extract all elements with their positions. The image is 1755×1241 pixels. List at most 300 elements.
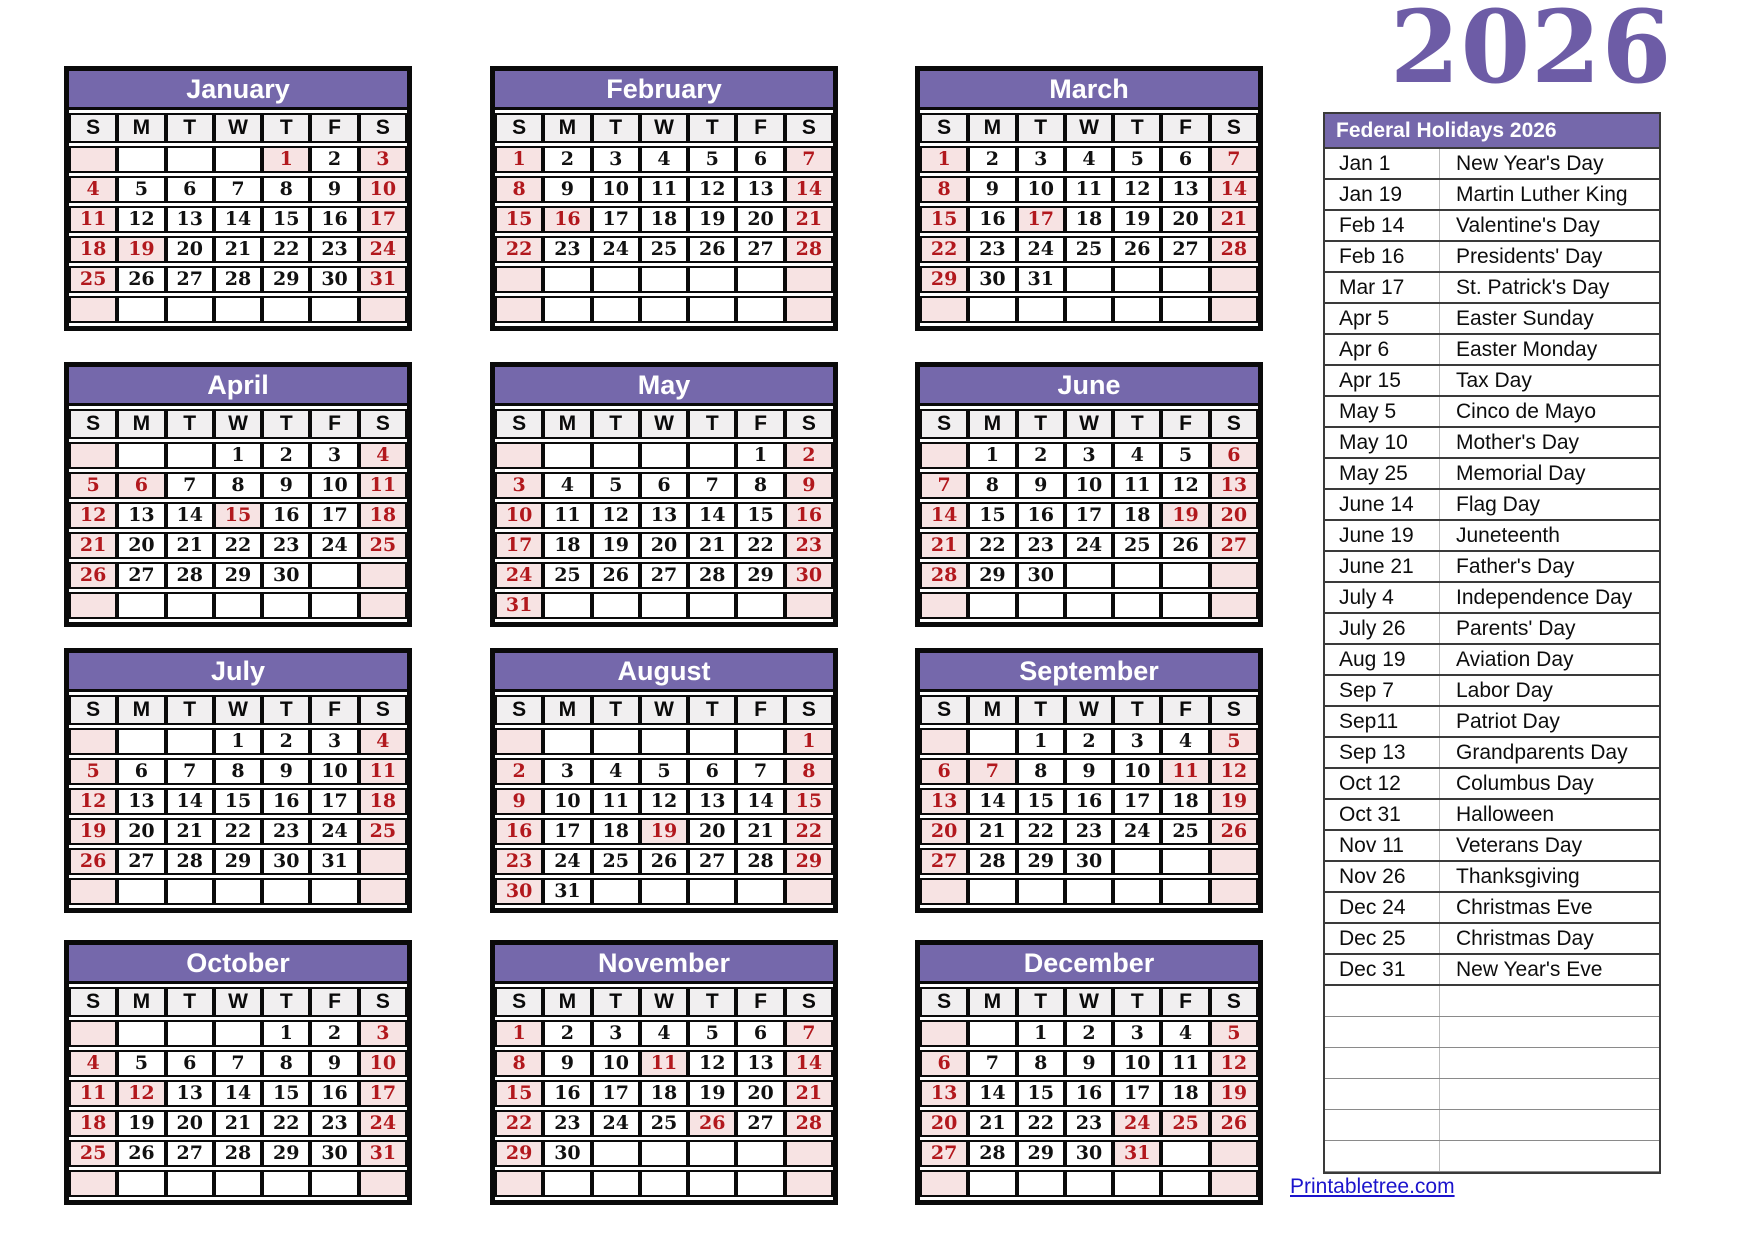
day-cell: 31 — [495, 592, 543, 619]
holiday-row — [1325, 180, 1659, 211]
day-cell: 22 — [495, 236, 543, 263]
empty-day-cell — [640, 442, 688, 469]
day-cell: 10 — [359, 1050, 407, 1077]
day-cell: 23 — [968, 236, 1016, 263]
empty-day-cell — [688, 442, 736, 469]
day-header: W — [1065, 695, 1113, 725]
day-cell: 4 — [69, 176, 117, 203]
day-header: F — [1161, 113, 1209, 143]
holiday-name: Aviation Day — [1439, 645, 1659, 674]
holiday-name: Independence Day — [1439, 583, 1659, 612]
day-cell: 4 — [359, 442, 407, 469]
day-header: F — [310, 695, 358, 725]
day-cell: 12 — [69, 502, 117, 529]
day-header: T — [688, 695, 736, 725]
holiday-name: Columbus Day — [1439, 769, 1659, 798]
day-cell: 23 — [543, 1110, 591, 1137]
empty-day-cell — [968, 1170, 1016, 1197]
day-cell: 30 — [495, 878, 543, 905]
month-title: May — [495, 367, 833, 406]
day-header: T — [166, 409, 214, 439]
day-cell: 14 — [785, 176, 833, 203]
empty-day-cell — [920, 878, 968, 905]
day-cell: 15 — [785, 788, 833, 815]
week-row — [920, 296, 1258, 323]
empty-day-cell — [592, 266, 640, 293]
holiday-date: Nov 26 — [1339, 864, 1406, 888]
holiday-date: Jan 1 — [1339, 151, 1391, 175]
holiday-name: Easter Monday — [1439, 335, 1659, 364]
day-cell: 17 — [310, 502, 358, 529]
holiday-date: Jan 19 — [1339, 182, 1403, 206]
empty-day-cell — [166, 296, 214, 323]
day-header: S — [359, 113, 407, 143]
day-header: M — [117, 695, 165, 725]
day-cell: 12 — [117, 206, 165, 233]
day-cell: 7 — [968, 1050, 1016, 1077]
day-header-row — [69, 695, 407, 725]
day-cell: 8 — [1017, 1050, 1065, 1077]
day-cell: 8 — [262, 1050, 310, 1077]
empty-day-cell — [1065, 562, 1113, 589]
day-cell: 20 — [117, 818, 165, 845]
week-row — [69, 818, 407, 845]
day-cell: 16 — [1017, 502, 1065, 529]
day-cell: 8 — [262, 176, 310, 203]
day-cell: 31 — [1017, 266, 1065, 293]
week-row — [495, 442, 833, 469]
week-row — [495, 818, 833, 845]
day-header: M — [968, 695, 1016, 725]
day-cell: 25 — [640, 236, 688, 263]
day-header: M — [543, 987, 591, 1017]
empty-day-cell — [640, 296, 688, 323]
holiday-day-cell: 11 — [1161, 758, 1209, 785]
day-cell: 26 — [1210, 818, 1258, 845]
day-cell: 1 — [214, 442, 262, 469]
month-grid-table — [495, 406, 833, 622]
week-row — [920, 1050, 1258, 1077]
empty-day-cell — [640, 1170, 688, 1197]
day-cell: 14 — [968, 1080, 1016, 1107]
empty-day-cell — [1210, 266, 1258, 293]
day-cell: 16 — [262, 502, 310, 529]
day-header: S — [495, 409, 543, 439]
empty-day-cell — [262, 592, 310, 619]
month-december — [915, 940, 1263, 1205]
day-cell: 27 — [920, 848, 968, 875]
day-cell: 17 — [1113, 1080, 1161, 1107]
empty-day-cell — [543, 728, 591, 755]
month-may — [490, 362, 838, 627]
holiday-name: Memorial Day — [1439, 459, 1659, 488]
federal-holidays-panel — [1323, 112, 1661, 1174]
day-cell: 30 — [1017, 562, 1065, 589]
week-row — [495, 1140, 833, 1167]
day-cell: 20 — [166, 236, 214, 263]
month-title: April — [69, 367, 407, 406]
month-title: December — [920, 945, 1258, 984]
day-cell: 30 — [262, 562, 310, 589]
day-cell: 14 — [688, 502, 736, 529]
day-cell: 11 — [1161, 1050, 1209, 1077]
holiday-row — [1325, 335, 1659, 366]
holidays-panel-title: Federal Holidays 2026 — [1325, 114, 1659, 149]
day-cell: 8 — [968, 472, 1016, 499]
week-row — [495, 236, 833, 263]
day-cell: 10 — [1017, 176, 1065, 203]
day-cell: 27 — [117, 562, 165, 589]
holiday-date: Apr 6 — [1339, 337, 1390, 361]
day-cell: 4 — [1161, 1020, 1209, 1047]
day-cell: 21 — [785, 1080, 833, 1107]
day-cell: 13 — [166, 206, 214, 233]
day-cell: 6 — [736, 1020, 784, 1047]
day-cell: 22 — [214, 532, 262, 559]
day-cell: 18 — [359, 502, 407, 529]
day-cell: 19 — [688, 206, 736, 233]
week-row — [495, 592, 833, 619]
day-cell: 10 — [592, 176, 640, 203]
day-cell: 9 — [310, 1050, 358, 1077]
day-header: M — [117, 409, 165, 439]
day-cell: 25 — [1161, 818, 1209, 845]
day-cell: 2 — [310, 1020, 358, 1047]
month-february — [490, 66, 838, 331]
day-cell: 20 — [1161, 206, 1209, 233]
day-cell: 9 — [1017, 472, 1065, 499]
day-cell: 7 — [736, 758, 784, 785]
empty-day-cell — [262, 878, 310, 905]
day-header-row — [69, 987, 407, 1017]
day-cell: 25 — [359, 532, 407, 559]
day-cell: 6 — [166, 176, 214, 203]
day-cell: 18 — [69, 236, 117, 263]
holiday-row — [1325, 707, 1659, 738]
day-cell: 6 — [920, 758, 968, 785]
empty-day-cell — [1161, 296, 1209, 323]
month-title: August — [495, 653, 833, 692]
day-cell: 2 — [1017, 442, 1065, 469]
holiday-name: St. Patrick's Day — [1439, 273, 1659, 302]
day-cell: 27 — [1161, 236, 1209, 263]
month-grid-table — [920, 984, 1258, 1200]
holiday-row — [1325, 149, 1659, 180]
day-cell: 19 — [1210, 788, 1258, 815]
holiday-name: Christmas Eve — [1439, 893, 1659, 922]
day-cell: 23 — [1065, 818, 1113, 845]
month-march — [915, 66, 1263, 331]
day-cell: 11 — [592, 788, 640, 815]
day-header: S — [69, 695, 117, 725]
day-cell: 3 — [495, 472, 543, 499]
day-cell: 9 — [1065, 1050, 1113, 1077]
empty-day-cell — [1065, 592, 1113, 619]
day-cell: 4 — [1065, 146, 1113, 173]
holiday-day-cell: 19 — [640, 818, 688, 845]
day-header: S — [495, 987, 543, 1017]
day-cell: 23 — [310, 236, 358, 263]
week-row — [69, 296, 407, 323]
day-header: F — [310, 409, 358, 439]
day-cell: 20 — [1210, 502, 1258, 529]
holiday-empty-name — [1439, 1110, 1659, 1140]
day-cell: 28 — [214, 266, 262, 293]
week-row — [495, 176, 833, 203]
day-cell: 24 — [592, 236, 640, 263]
empty-day-cell — [117, 296, 165, 323]
empty-day-cell — [310, 878, 358, 905]
empty-day-cell — [1017, 296, 1065, 323]
day-cell: 22 — [495, 1110, 543, 1137]
week-row — [495, 758, 833, 785]
week-row — [69, 472, 407, 499]
empty-day-cell — [543, 266, 591, 293]
empty-day-cell — [1065, 1170, 1113, 1197]
day-cell: 3 — [1113, 1020, 1161, 1047]
week-row — [920, 818, 1258, 845]
day-cell: 14 — [166, 502, 214, 529]
printabletree-link[interactable]: Printabletree.com — [1290, 1175, 1455, 1198]
day-cell: 18 — [640, 1080, 688, 1107]
holiday-date: Sep 7 — [1339, 678, 1394, 702]
day-cell: 20 — [166, 1110, 214, 1137]
day-cell: 21 — [166, 532, 214, 559]
empty-day-cell — [736, 296, 784, 323]
week-row — [495, 1020, 833, 1047]
day-cell: 7 — [688, 472, 736, 499]
holiday-date: May 5 — [1339, 399, 1397, 423]
day-cell: 17 — [310, 788, 358, 815]
empty-day-cell — [495, 728, 543, 755]
empty-day-cell — [359, 296, 407, 323]
holiday-name: Valentine's Day — [1439, 211, 1659, 240]
empty-day-cell — [495, 1170, 543, 1197]
day-cell: 28 — [1210, 236, 1258, 263]
week-row — [69, 146, 407, 173]
day-cell: 28 — [688, 562, 736, 589]
week-row — [920, 728, 1258, 755]
day-cell: 23 — [495, 848, 543, 875]
holiday-date: Oct 12 — [1339, 771, 1401, 795]
holiday-name: Thanksgiving — [1439, 862, 1659, 891]
empty-day-cell — [1161, 848, 1209, 875]
day-cell: 4 — [640, 1020, 688, 1047]
week-row — [920, 1170, 1258, 1197]
day-header: W — [1065, 987, 1113, 1017]
month-title: September — [920, 653, 1258, 692]
holiday-empty-name — [1439, 1141, 1659, 1171]
empty-day-cell — [1017, 592, 1065, 619]
day-cell: 20 — [736, 1080, 784, 1107]
holiday-row — [1325, 552, 1659, 583]
day-cell: 20 — [736, 206, 784, 233]
empty-day-cell — [69, 1170, 117, 1197]
day-cell: 24 — [310, 818, 358, 845]
day-cell: 1 — [920, 146, 968, 173]
day-cell: 14 — [166, 788, 214, 815]
day-cell: 21 — [214, 1110, 262, 1137]
day-header: T — [262, 113, 310, 143]
day-cell: 28 — [920, 562, 968, 589]
day-cell: 3 — [1113, 728, 1161, 755]
day-header: W — [1065, 113, 1113, 143]
day-cell: 30 — [543, 1140, 591, 1167]
day-header: T — [166, 695, 214, 725]
day-cell: 2 — [1065, 728, 1113, 755]
day-header: F — [1161, 695, 1209, 725]
day-cell: 26 — [1210, 1110, 1258, 1137]
holiday-name: Christmas Day — [1439, 924, 1659, 953]
day-cell: 13 — [1210, 472, 1258, 499]
day-cell: 27 — [736, 1110, 784, 1137]
empty-day-cell — [1210, 878, 1258, 905]
day-header: T — [592, 409, 640, 439]
day-cell: 17 — [359, 1080, 407, 1107]
day-cell: 6 — [688, 758, 736, 785]
day-cell: 31 — [359, 1140, 407, 1167]
day-cell: 14 — [214, 206, 262, 233]
holiday-row — [1325, 397, 1659, 428]
empty-day-cell — [69, 878, 117, 905]
empty-day-cell — [688, 878, 736, 905]
empty-day-cell — [543, 592, 591, 619]
week-row — [69, 848, 407, 875]
day-cell: 19 — [592, 532, 640, 559]
month-january — [64, 66, 412, 331]
week-row — [69, 788, 407, 815]
day-header: S — [69, 113, 117, 143]
week-row — [920, 442, 1258, 469]
empty-day-cell — [543, 442, 591, 469]
day-cell: 23 — [543, 236, 591, 263]
empty-day-cell — [736, 878, 784, 905]
empty-day-cell — [495, 266, 543, 293]
empty-day-cell — [495, 442, 543, 469]
holiday-name: Presidents' Day — [1439, 242, 1659, 271]
day-cell: 12 — [592, 502, 640, 529]
week-row — [495, 878, 833, 905]
day-cell: 3 — [310, 442, 358, 469]
month-title: July — [69, 653, 407, 692]
day-cell: 25 — [640, 1110, 688, 1137]
day-cell: 7 — [785, 1020, 833, 1047]
day-cell: 26 — [1113, 236, 1161, 263]
holiday-name: Tax Day — [1439, 366, 1659, 395]
day-cell: 5 — [1210, 728, 1258, 755]
empty-day-cell — [1113, 562, 1161, 589]
day-cell: 25 — [543, 562, 591, 589]
empty-day-cell — [1113, 592, 1161, 619]
day-cell: 27 — [166, 266, 214, 293]
day-cell: 4 — [640, 146, 688, 173]
day-cell: 22 — [785, 818, 833, 845]
empty-day-cell — [117, 1170, 165, 1197]
holiday-row — [1325, 211, 1659, 242]
week-row — [69, 206, 407, 233]
day-header: F — [736, 113, 784, 143]
empty-day-cell — [214, 1170, 262, 1197]
day-cell: 1 — [968, 442, 1016, 469]
day-cell: 2 — [262, 442, 310, 469]
empty-day-cell — [785, 1170, 833, 1197]
empty-day-cell — [968, 1020, 1016, 1047]
day-header: F — [736, 695, 784, 725]
empty-day-cell — [736, 592, 784, 619]
day-cell: 22 — [968, 532, 1016, 559]
day-cell: 15 — [920, 206, 968, 233]
day-header: T — [166, 113, 214, 143]
day-cell: 3 — [592, 1020, 640, 1047]
empty-day-cell — [920, 1020, 968, 1047]
day-cell: 29 — [214, 562, 262, 589]
day-cell: 16 — [495, 818, 543, 845]
empty-day-cell — [920, 296, 968, 323]
day-cell: 26 — [592, 562, 640, 589]
holiday-row — [1325, 428, 1659, 459]
day-cell: 9 — [1065, 758, 1113, 785]
holiday-name: Grandparents Day — [1439, 738, 1659, 767]
day-header-row — [495, 113, 833, 143]
day-cell: 27 — [640, 562, 688, 589]
day-header: F — [1161, 987, 1209, 1017]
month-grid-table — [920, 406, 1258, 622]
holiday-row — [1325, 800, 1659, 831]
week-row — [69, 1050, 407, 1077]
day-cell: 19 — [69, 818, 117, 845]
holiday-row — [1325, 521, 1659, 552]
week-row — [920, 1020, 1258, 1047]
holiday-row — [1325, 242, 1659, 273]
holiday-name: Easter Sunday — [1439, 304, 1659, 333]
month-october — [64, 940, 412, 1205]
empty-day-cell — [920, 442, 968, 469]
empty-day-cell — [117, 1020, 165, 1047]
empty-day-cell — [166, 146, 214, 173]
day-cell: 9 — [785, 472, 833, 499]
month-grid-table — [69, 692, 407, 908]
holiday-date: Feb 16 — [1339, 244, 1405, 268]
day-cell: 1 — [262, 1020, 310, 1047]
month-grid-table — [69, 110, 407, 326]
day-cell: 23 — [310, 1110, 358, 1137]
week-row — [69, 266, 407, 293]
holiday-name: Mother's Day — [1439, 428, 1659, 457]
day-cell: 8 — [1017, 758, 1065, 785]
day-cell: 26 — [640, 848, 688, 875]
empty-day-cell — [785, 592, 833, 619]
empty-day-cell — [736, 1170, 784, 1197]
day-cell: 15 — [262, 206, 310, 233]
empty-day-cell — [69, 146, 117, 173]
holiday-empty-name — [1439, 1048, 1659, 1078]
day-header: S — [785, 695, 833, 725]
empty-day-cell — [968, 296, 1016, 323]
empty-day-cell — [592, 296, 640, 323]
day-cell: 15 — [968, 502, 1016, 529]
week-row — [920, 1140, 1258, 1167]
day-cell: 16 — [262, 788, 310, 815]
day-cell: 16 — [310, 1080, 358, 1107]
day-cell: 24 — [592, 1110, 640, 1137]
empty-day-cell — [640, 728, 688, 755]
day-cell: 9 — [543, 176, 591, 203]
day-cell: 12 — [640, 788, 688, 815]
empty-day-cell — [1113, 296, 1161, 323]
month-title: January — [69, 71, 407, 110]
day-cell: 8 — [785, 758, 833, 785]
holiday-date: Dec 25 — [1339, 926, 1406, 950]
